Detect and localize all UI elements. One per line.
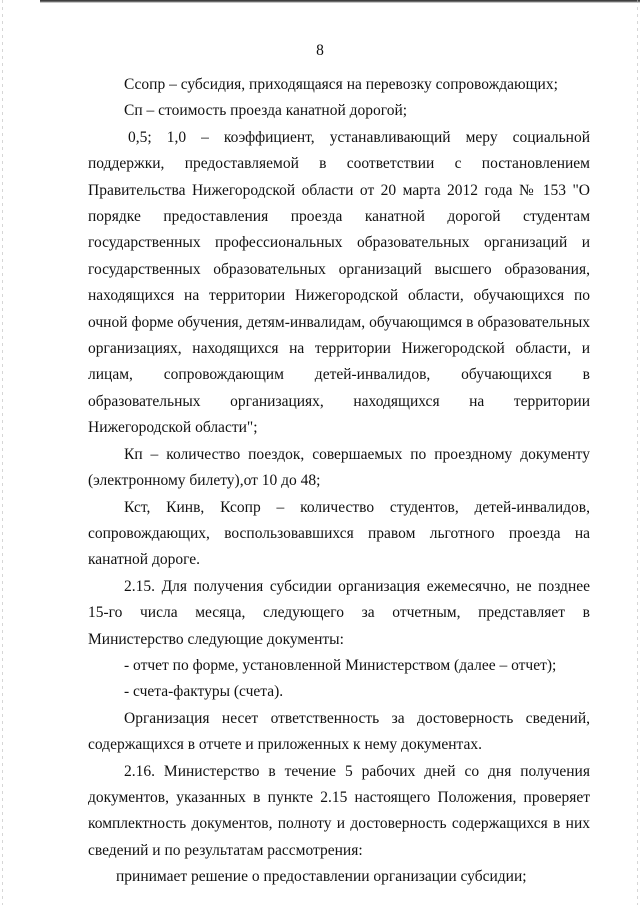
scan-left-edge [2, 0, 3, 905]
paragraph-decision: принимает решение о предоставлении организации субсидии; [116, 868, 527, 886]
scan-top-edge [40, 0, 640, 3]
list-item-report: - отчет по форме, установленной Министерством (далее – отчет); [124, 656, 557, 674]
paragraph-2-15: 2.15. Для получения субсидии организация ежемесячно, не позднее 15-го числа месяца, следующего за отчетным, представляет в Министерство следующие документы: [88, 577, 590, 648]
paragraph-ssopr: Ссопр – субсидия, приходящаяся на перевозку сопровождающих; [124, 76, 558, 93]
paragraph-sp: Сп – стоимость проезда канатной дорогой; [124, 102, 408, 120]
paragraph-responsibility: Организация несет ответственность за достоверность сведений, содержащихся в отчете и приложенных к нему документах. [88, 709, 590, 754]
page-number: 8 [316, 42, 324, 59]
paragraph-coefficient: 0,5; 1,0 – коэффициент, устанавливающий меру социальной поддержки, предоставляемой в соответствии с постановлением Правительства Нижегородской области от 20 марта 2012 года № 153 "О порядке предоставления проезда канатной дорогой студентам государственных профессиональных образовательных организаций и государственных образовательных организаций высшего образования, находящихся на территории Нижегородской области, обучающихся по очной форме обучения, детям-инвалидам, обучающимся в образовательных организациях, находящихся на территории Нижегородской области, и лицам, сопровождающим детей-инвалидов, обучающихся в образовательных организациях, находящихся на территории Нижегородской области"; [88, 128, 590, 437]
document-body [88, 72, 590, 891]
list-item-invoices: - счета-фактуры (счета). [124, 683, 284, 701]
paragraph-2-16: 2.16. Министерство в течение 5 рабочих дней со дня получения документов, указанных в пункте 2.15 настоящего Положения, проверяет комплектность документов, полноту и достоверность содержащихся в них сведений и по результатам рассмотрения: [88, 762, 590, 859]
paragraph-kp: Кп – количество поездок, совершаемых по проездному документу (электронному билету),от 10 до 48; [88, 445, 590, 490]
paragraph-kst-kinv-ksopr: Кст, Кинв, Ксопр – количество студентов, детей-инвалидов, сопровождающих, воспользовавшихся правом льготного проезда на канатной дороге. [88, 498, 590, 569]
scan-right-edge [637, 0, 638, 905]
